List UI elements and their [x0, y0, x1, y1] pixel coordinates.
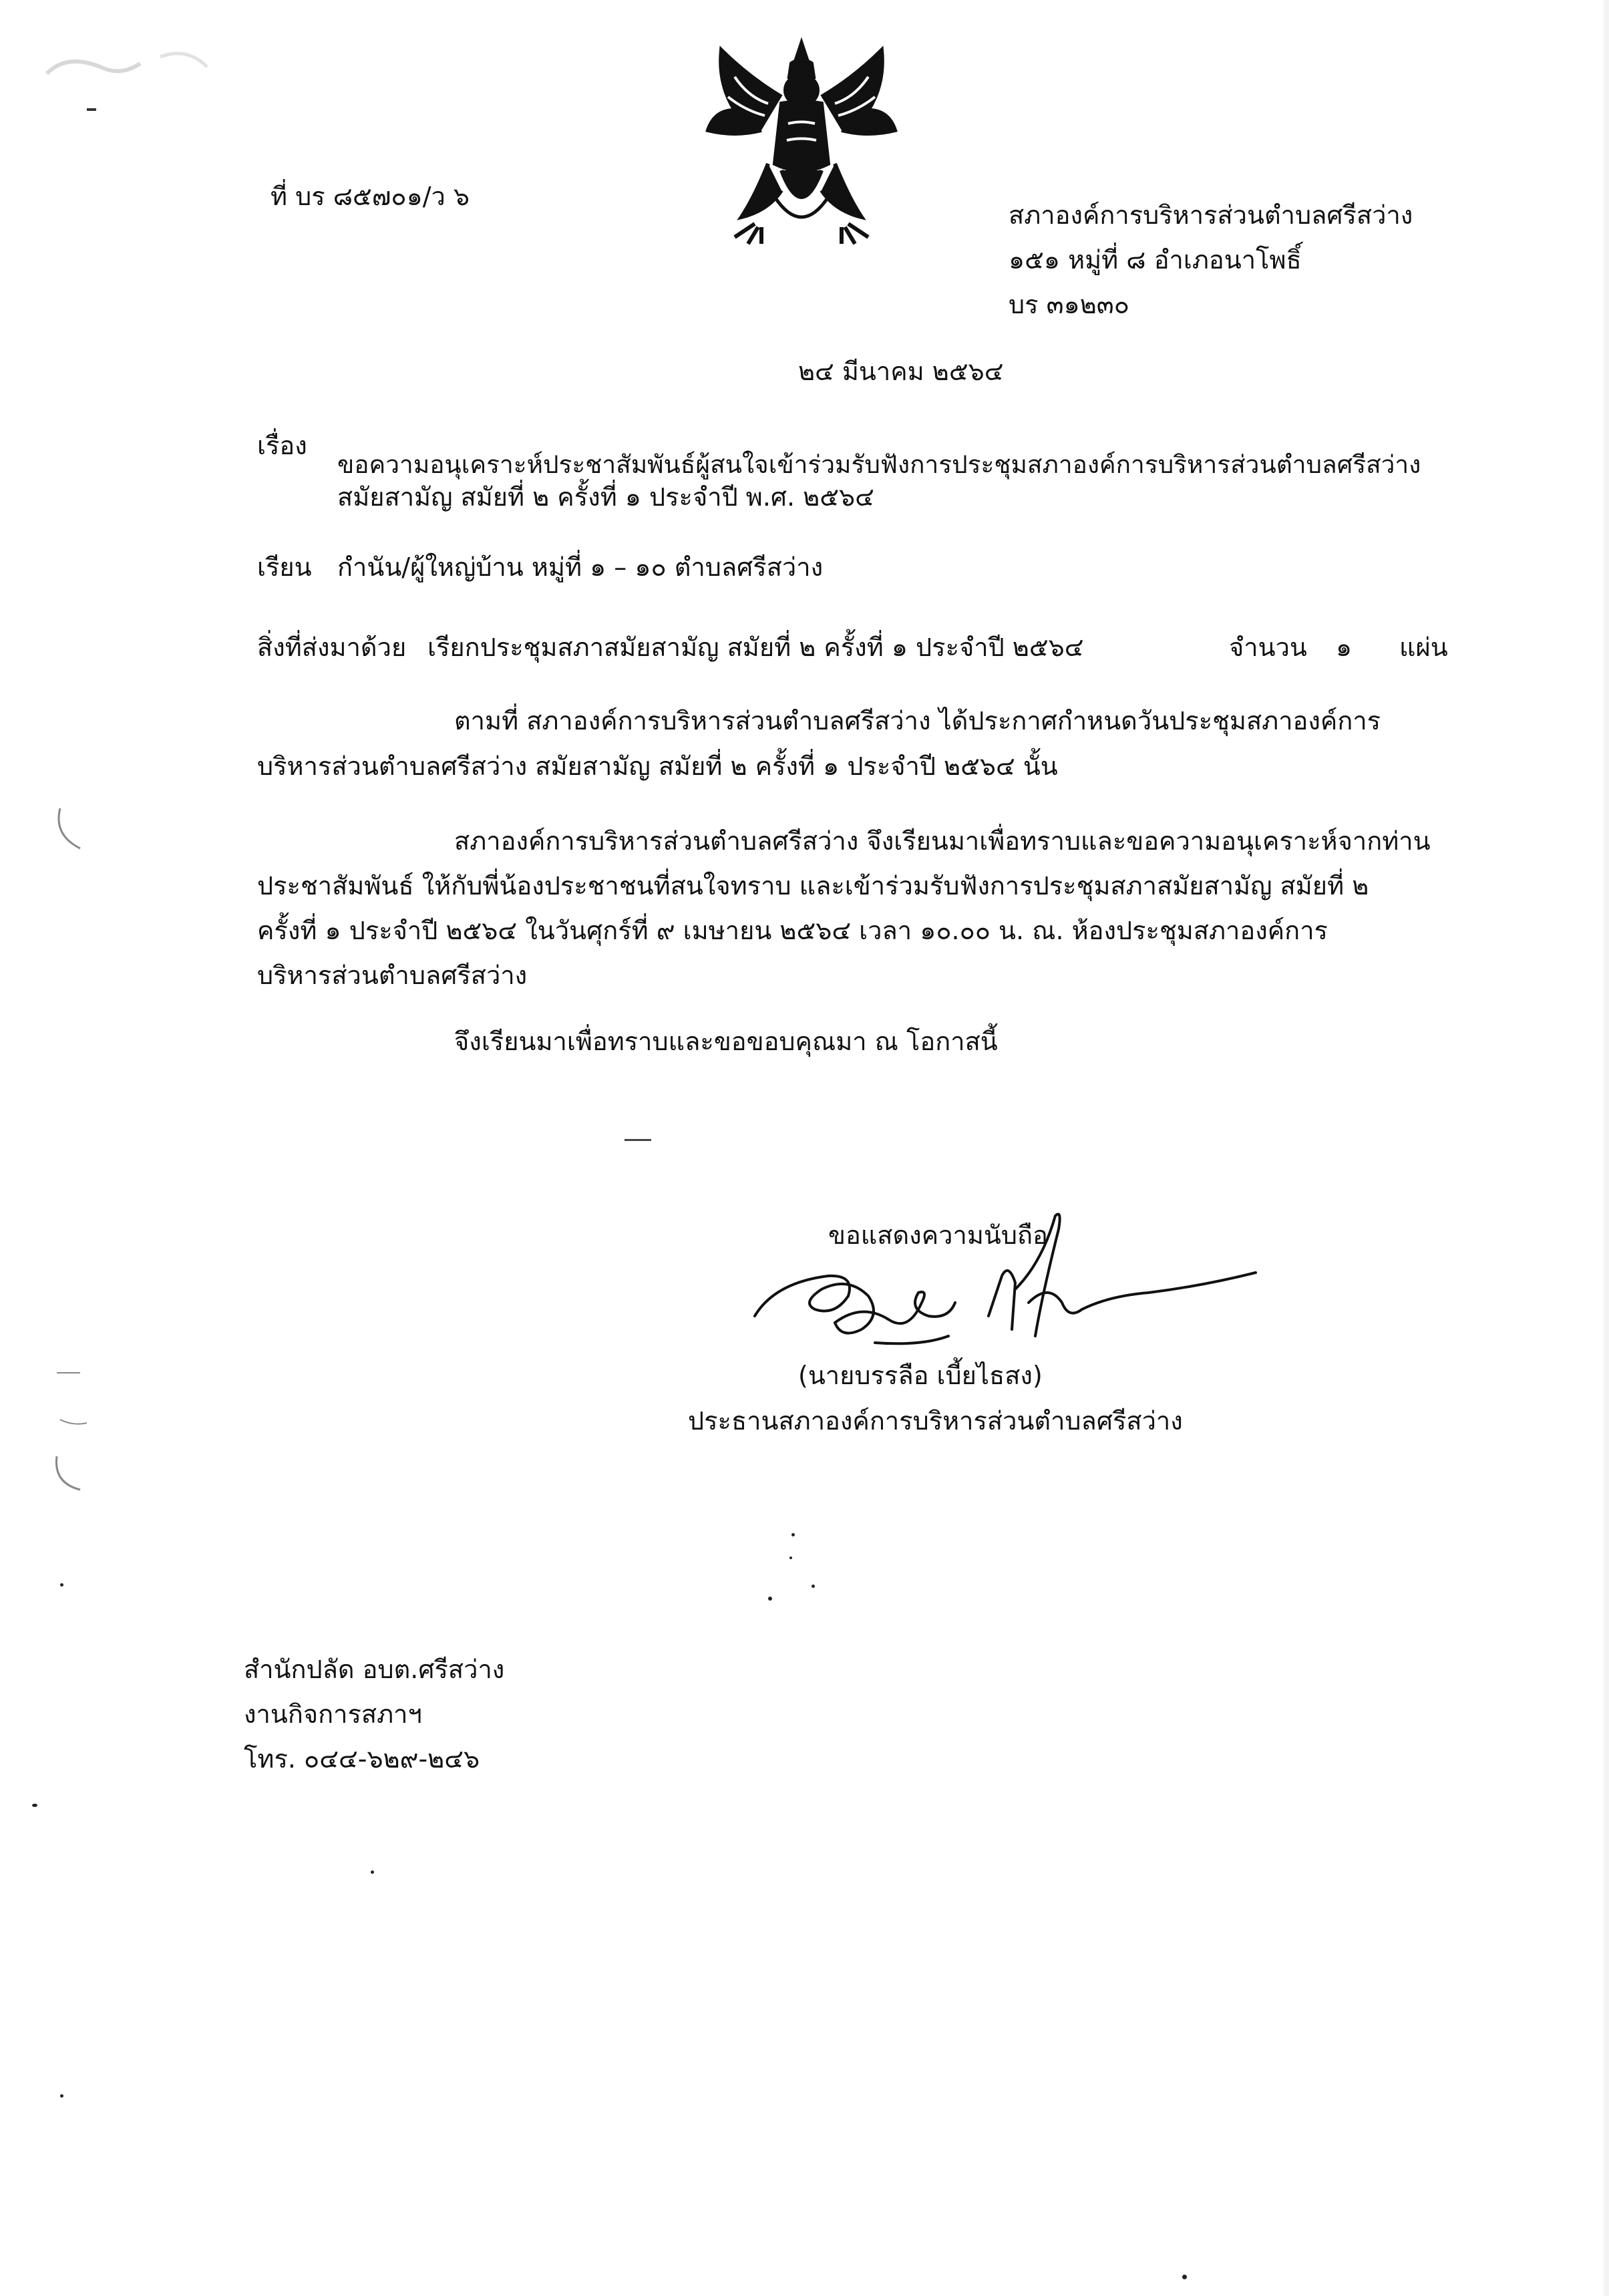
- body-paragraph-2-line-1: สภาองค์การบริหารส่วนตำบลศรีสว่าง จึงเรียนมาเพื่อทราบและขอความอนุเคราะห์จากท่าน: [454, 826, 1431, 856]
- enclosure-quantity-label: จำนวน: [1229, 633, 1307, 662]
- scan-mark: [87, 108, 96, 111]
- recipient-label: เรียน: [257, 552, 312, 582]
- binder-hole-mark: [47, 1356, 127, 1503]
- scan-speck: [812, 1585, 815, 1588]
- scan-speck: [768, 1597, 772, 1601]
- body-paragraph-1-line-2: บริหารส่วนตำบลศรีสว่าง สมัยสามัญ สมัยที่ ๒ ครั้งที่ ๑ ประจำปี ๒๕๖๔ นั้น: [257, 752, 1058, 781]
- handwritten-signature: [748, 1202, 1296, 1376]
- subject-line-2: สมัยสามัญ สมัยที่ ๒ ครั้งที่ ๑ ประจำปี พ.ศ. ๒๕๖๔: [337, 482, 874, 512]
- scan-edge: [1604, 0, 1609, 2296]
- scan-speck: [1182, 2275, 1187, 2279]
- scan-speck: [789, 1556, 792, 1559]
- footer-phone: โทร. ๐๔๔-๖๒๙-๒๔๖: [244, 1744, 480, 1774]
- garuda-emblem-icon: [695, 37, 908, 251]
- faded-stamp-mark: [27, 27, 227, 107]
- scan-speck: [60, 1583, 63, 1587]
- footer-section: งานกิจการสภาฯ: [244, 1699, 422, 1729]
- letter-reference-number: ที่ บร ๘๕๗๐๑/ว ๖: [271, 182, 470, 211]
- signature-closing: ขอแสดงความนับถือ: [828, 1220, 1048, 1250]
- sender-postcode: บร ๓๑๒๓๐: [1009, 290, 1129, 319]
- body-closing-paragraph: จึงเรียนมาเพื่อทราบและขอขอบคุณมา ณ โอกาสนี้: [454, 1027, 998, 1056]
- enclosure-quantity-value: ๑: [1336, 633, 1353, 662]
- scan-speck: [791, 1533, 795, 1536]
- sender-address: ๑๕๑ หมู่ที่ ๘ อำเภอนาโพธิ์: [1009, 245, 1302, 275]
- signatory-name: (นายบรรลือ เบี้ยไธสง): [798, 1361, 1043, 1390]
- signatory-position: ประธานสภาองค์การบริหารส่วนตำบลศรีสว่าง: [688, 1406, 1183, 1436]
- subject-label: เรื่อง: [257, 431, 307, 460]
- footer-office: สำนักปลัด อบต.ศรีสว่าง: [244, 1655, 505, 1684]
- body-paragraph-2-line-4: บริหารส่วนตำบลศรีสว่าง: [257, 961, 528, 990]
- scan-dash: [624, 1139, 651, 1141]
- body-paragraph-2-line-2: ประชาสัมพันธ์ ให้กับพี่น้องประชาชนที่สนใจทราบ และเข้าร่วมรับฟังการประชุมสภาสมัยสามัญ สมัยที่ ๒: [257, 871, 1369, 900]
- enclosure-label: สิ่งที่ส่งมาด้วย: [257, 633, 407, 662]
- recipient-text: กำนัน/ผู้ใหญ่บ้าน หมู่ที่ ๑ – ๑๐ ตำบลศรีสว่าง: [337, 552, 824, 582]
- scan-speck: [371, 1870, 374, 1874]
- body-paragraph-1-line-1: ตามที่ สภาองค์การบริหารส่วนตำบลศรีสว่าง ได้ประกาศกำหนดวันประชุมสภาองค์การ: [454, 706, 1381, 735]
- scan-speck: [60, 2094, 63, 2098]
- binder-hole-mark: [47, 795, 100, 862]
- subject-line-1: ขอความอนุเคราะห์ประชาสัมพันธ์ผู้สนใจเข้าร่วมรับฟังการประชุมสภาองค์การบริหารส่วนตำบลศรีสว่าง: [337, 450, 1421, 479]
- letter-date: ๒๔ มีนาคม ๒๕๖๔: [798, 357, 1004, 386]
- enclosure-text: เรียกประชุมสภาสมัยสามัญ สมัยที่ ๒ ครั้งที่ ๑ ประจำปี ๒๕๖๔: [427, 633, 1084, 662]
- sender-organization: สภาองค์การบริหารส่วนตำบลศรีสว่าง: [1009, 200, 1413, 230]
- scan-speck: [32, 1804, 37, 1807]
- enclosure-quantity-unit: แผ่น: [1399, 633, 1448, 662]
- body-paragraph-2-line-3: ครั้งที่ ๑ ประจำปี ๒๕๖๔ ในวันศุกร์ที่ ๙ เมษายน ๒๕๖๔ เวลา ๑๐.๐๐ น. ณ. ห้องประชุมสภาองค์การ: [257, 916, 1328, 945]
